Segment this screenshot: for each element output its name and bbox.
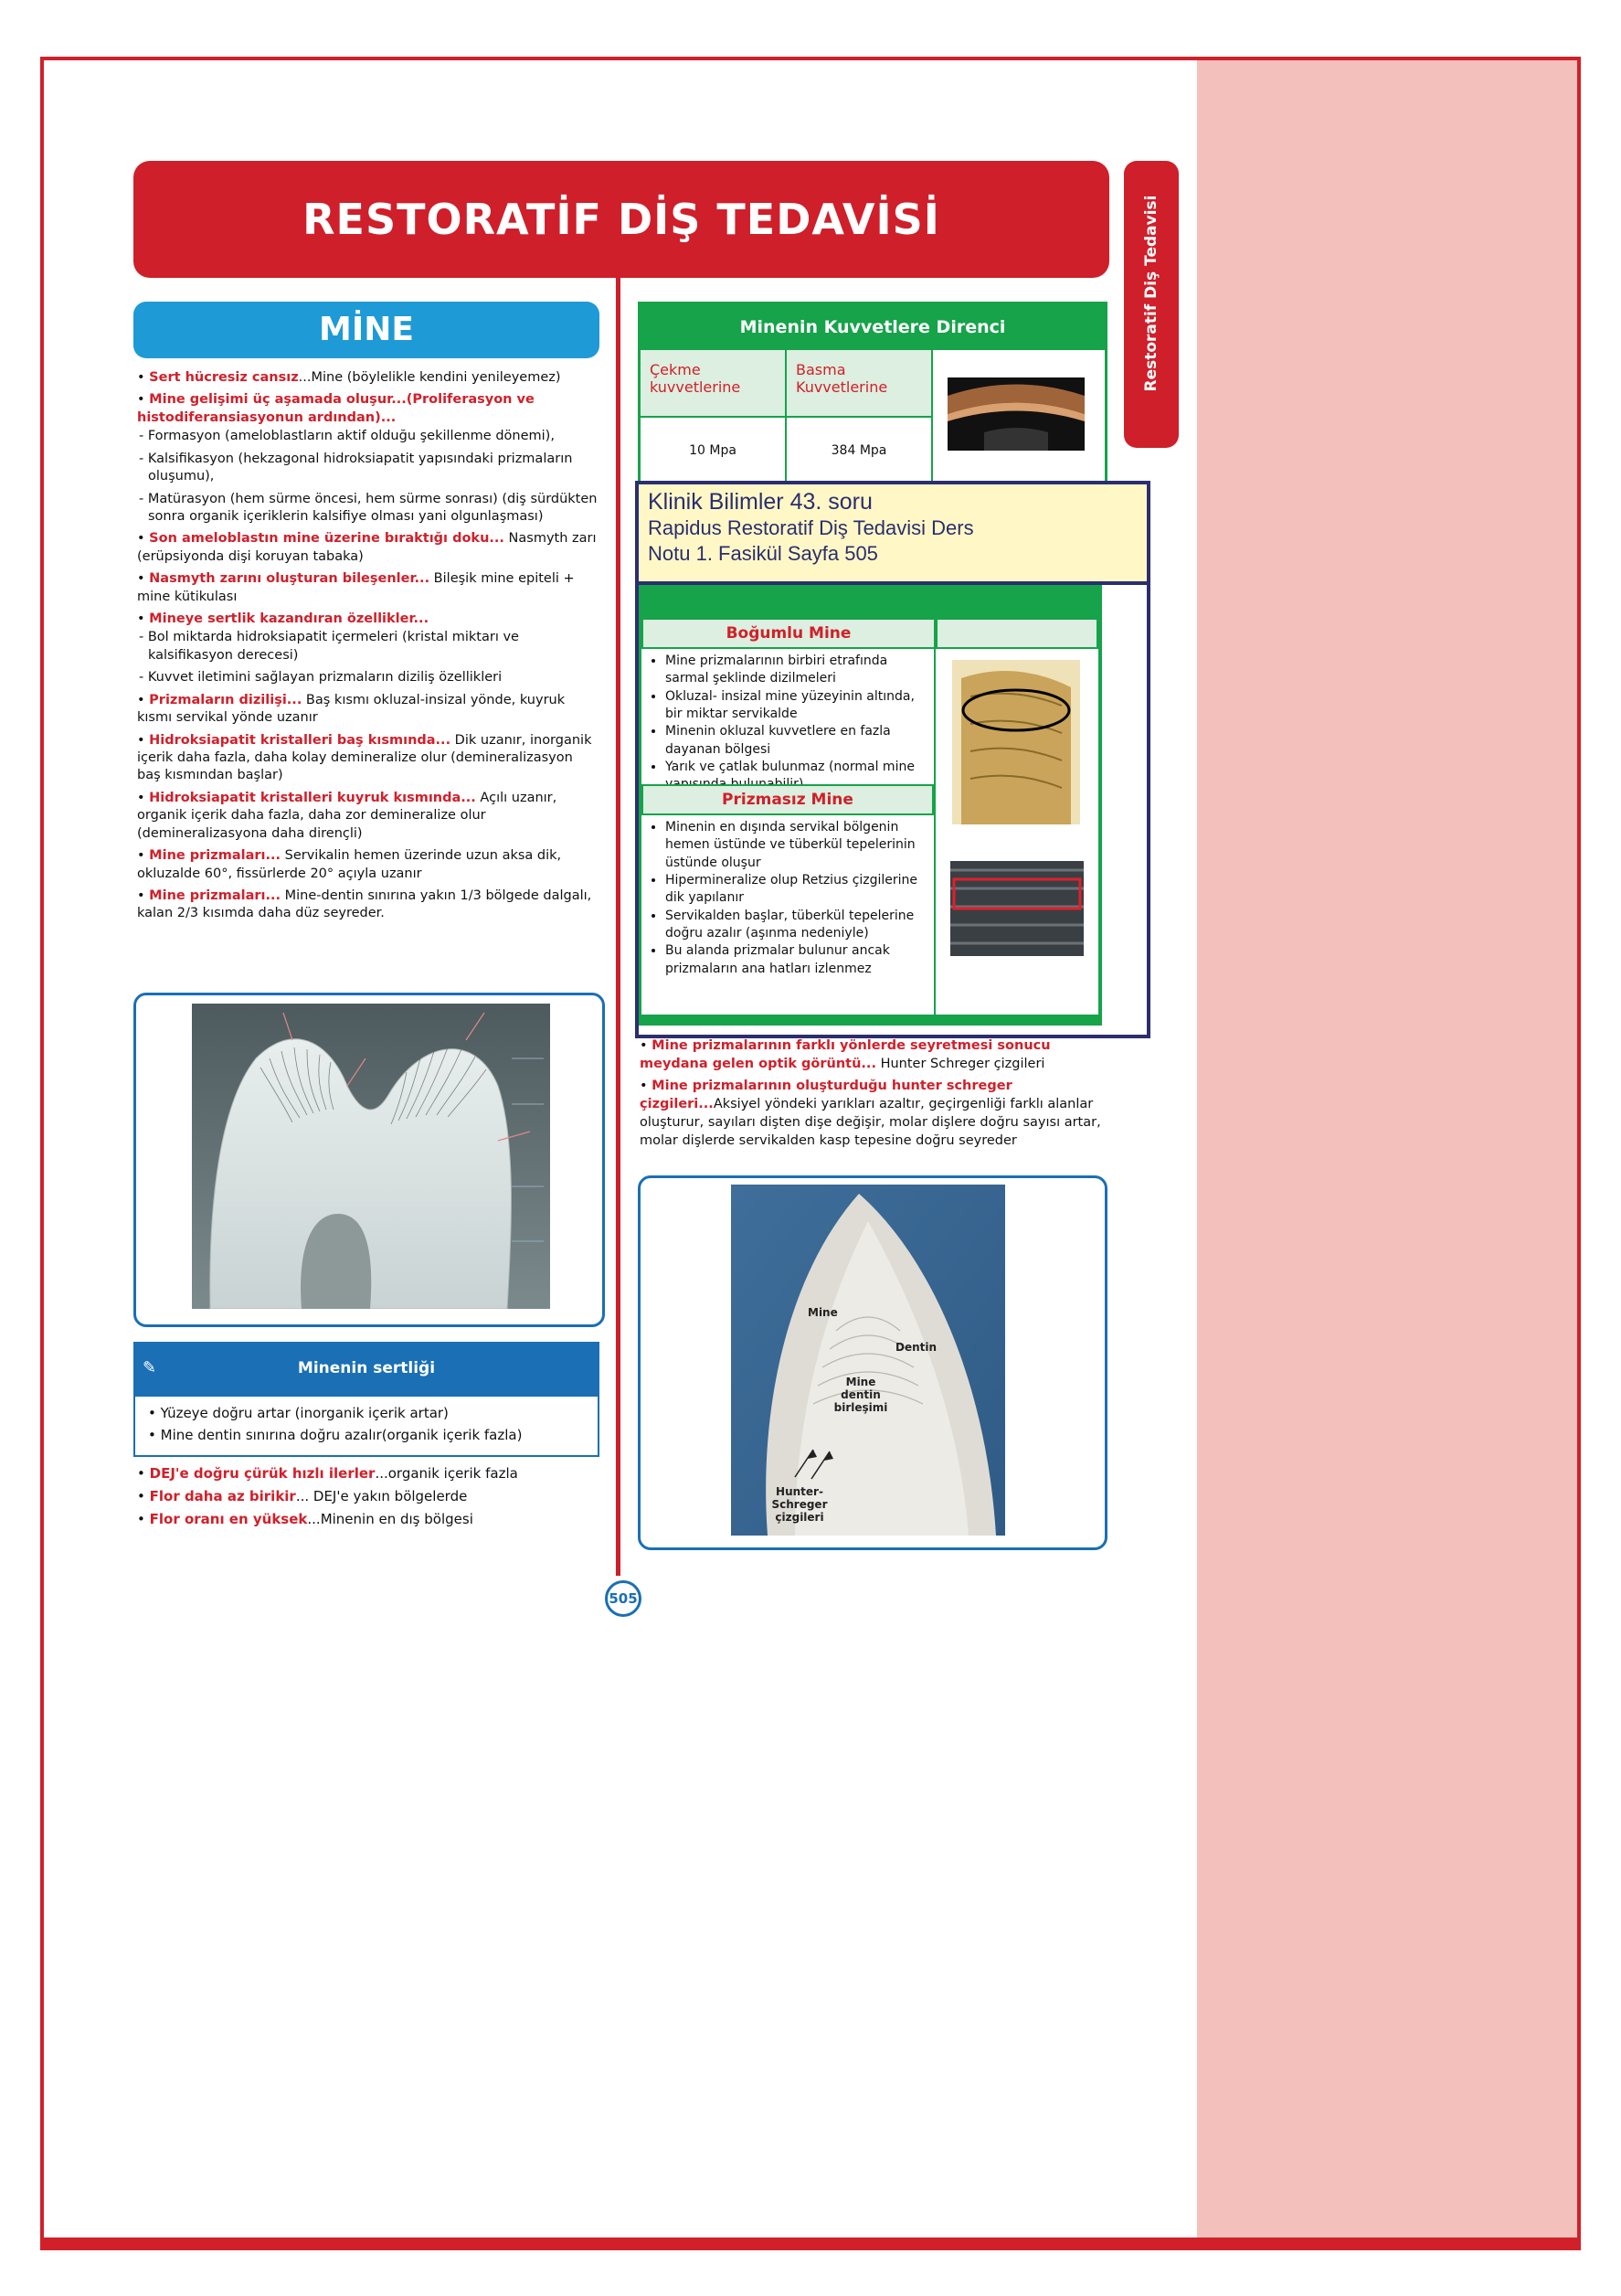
- section-heading-mine: MİNE: [133, 302, 599, 358]
- list-item: • Minenin okluzal kuvvetlere en fazla dayanan bölgesi: [665, 723, 928, 759]
- list-item: • Sert hücresiz cansız...Mine (böylelikle kendini yenileyemez): [137, 370, 561, 385]
- list-subitem: - Bol miktarda hidroksiapatit içermeleri (kristal miktarı ve kalsifikasyon derecesi): [139, 630, 519, 663]
- list-item: • Son ameloblastın mine üzerine bıraktığı doku... Nasmyth zarı (erüpsiyonda dişi koruyan tabaka): [137, 531, 597, 564]
- list-item: • Servikalden başlar, tüberkül tepelerine doğru azalır (aşınma nedeniyle): [665, 908, 928, 943]
- tooth-section-figure: [192, 1004, 550, 1309]
- list-item: • Mine gelişimi üç aşamada oluşur...(Proliferasyon ve histodiferansiasyonun ardından)...: [137, 392, 535, 425]
- tooth-longitudinal-figure: [731, 1185, 1005, 1536]
- list-item: • Mineye sertlik kazandıran özellikler...: [137, 611, 429, 627]
- reference-note: [635, 481, 1150, 585]
- list-item: • Mine prizmaları... Mine-dentin sınırına yakın 1/3 bölgede dalgalı, kalan 2/3 kısımda daha düz seyreder.: [137, 888, 592, 921]
- list-item: • Flor oranı en yüksek...Minenin en dış bölgesi: [137, 1510, 473, 1527]
- note-line: Rapidus Restoratif Diş Tedavisi Ders: [648, 516, 974, 539]
- figure-label-mine: Mine: [808, 1306, 838, 1319]
- figure-label-hunter-schreger: Hunter-Schreger çizgileri: [771, 1485, 828, 1524]
- column-header: Basma Kuvvetlerine: [787, 350, 933, 418]
- note-line: Klinik Bilimler 43. soru: [648, 489, 873, 515]
- page-title: RESTORATİF DİŞ TEDAVİSİ: [133, 161, 1109, 278]
- list-item: • Okluzal- insizal mine yüzeyinin altında, bir miktar servikalde: [665, 688, 928, 724]
- list-item: • Mine prizmalarının birbiri etrafında sarmal şeklinde dizilmeleri: [665, 653, 928, 688]
- list-item: • Mine dentin sınırına doğru azalır(organik içerik fazla): [148, 1427, 523, 1443]
- list-item: • Bu alanda prizmalar bulunur ancak prizmaların ana hatları izlenmez: [665, 942, 928, 978]
- hunter-schreger-bullets: [640, 1036, 1102, 1153]
- list-item: • Mine prizmaları... Servikalin hemen üzerinde uzun aksa dik, okluzalde 60°, fissürlerde 20° açıyla uzanır: [137, 848, 562, 881]
- highlight-frame: [635, 585, 1150, 1038]
- side-tab-label: Restoratif Diş Tedavisi: [1142, 195, 1160, 392]
- list-item: • Mine prizmalarının farklı yönlerde seyretmesi sonucu meydana gelen optik görüntü... Hunter Schreger çizgileri: [640, 1038, 1051, 1071]
- bottom-bar: [40, 2241, 1581, 2250]
- list-item: • DEJ'e doğru çürük hızlı ilerler...organik içerik fazla: [137, 1465, 518, 1482]
- list-item: • Flor daha az birikir... DEJ'e yakın bölgelerde: [137, 1487, 468, 1504]
- hardness-box-header: [133, 1342, 599, 1395]
- force-resistance-table: [638, 302, 1107, 486]
- table-cell: 384 Mpa: [787, 418, 933, 484]
- note-line: Notu 1. Fasikül Sayfa 505: [648, 542, 878, 565]
- list-item: • Mine prizmalarının oluşturduğu hunter schreger çizgileri...Aksiyel yöndeki yarıkları azaltır, geçirgenliği farklı alanlar oluşturur, sayıları dişten dişe değişir, molar dişlere doğru sayısı artar, molar dişlerde servikalden kasp tepesine doğru seyreder: [640, 1079, 1101, 1148]
- page-number: 505: [605, 1580, 641, 1617]
- table-title: Minenin Kuvvetlere Direnci: [641, 304, 1105, 350]
- list-item: • Hipermineralize olup Retzius çizgilerine dik yapılanır: [665, 872, 928, 908]
- table-cell: 10 Mpa: [641, 418, 787, 484]
- enamel-photo: [933, 350, 1099, 484]
- list-subitem: - Kalsifikasyon (hekzagonal hidroksiapatit yapısındaki prizmaların oluşumu),: [139, 451, 573, 484]
- hardness-box-body: [133, 1395, 599, 1457]
- list-item: • Yarık ve çatlak bulunmaz (normal mine: [665, 759, 928, 794]
- list-item: • Nasmyth zarını oluşturan bileşenler... Bileşik mine epiteli + mine kütikulası: [137, 571, 575, 604]
- figure-label-junction: Mine dentin birleşimi: [833, 1376, 888, 1414]
- list-item: • Minenin en dışında servikal bölgenin hemen üstünde ve tüberkül tepelerinin üstünde oluşur: [665, 819, 928, 872]
- list-item: • Prizmaların dizilişi... Baş kısmı okluzal-insizal yönde, kuyruk kısmı servikal yönde uzanır: [137, 692, 566, 726]
- list-subitem: - Formasyon (ameloblastların aktif olduğu şekillenme dönemi),: [139, 429, 555, 444]
- list-item: • Hidroksiapatit kristalleri kuyruk kısmında... Açılı uzanır, organik içerik daha fazla, daha zor demineralize olur (demineralizasyona daha dirençli): [137, 790, 557, 841]
- dej-bullet-list: [137, 1462, 599, 1530]
- mine-bullet-list: [137, 369, 599, 928]
- pencil-icon: ✎: [143, 1358, 157, 1377]
- list-item: • Hidroksiapatit kristalleri baş kısmında... Dik uzanır, inorganik içerik daha fazla, daha kolay demineralize olur (demineralizasyon baş kısmından başlar): [137, 732, 592, 783]
- column-divider: [616, 278, 620, 1576]
- list-subitem: - Kuvvet iletimini sağlayan prizmaların diziliş özellikleri: [139, 670, 503, 686]
- list-subitem: - Matürasyon (hem sürme öncesi, hem sürme sonrası) (diş sürdükten sonra organik içeriklerin kalsifiye olması yani olgunlaşması): [139, 491, 598, 524]
- figure-label-dentin: Dentin: [895, 1341, 938, 1354]
- hardness-title: Minenin sertliği: [297, 1359, 436, 1377]
- side-tab: [1124, 161, 1179, 448]
- column-header: Çekme kuvvetlerine: [641, 350, 787, 418]
- section-title-prizmasiz: Prizmasız Mine: [641, 784, 934, 815]
- list-item: • Yüzeye doğru artar (inorganik içerik artar): [148, 1405, 449, 1421]
- section-title-bogumlu: Boğumlu Mine: [641, 618, 936, 649]
